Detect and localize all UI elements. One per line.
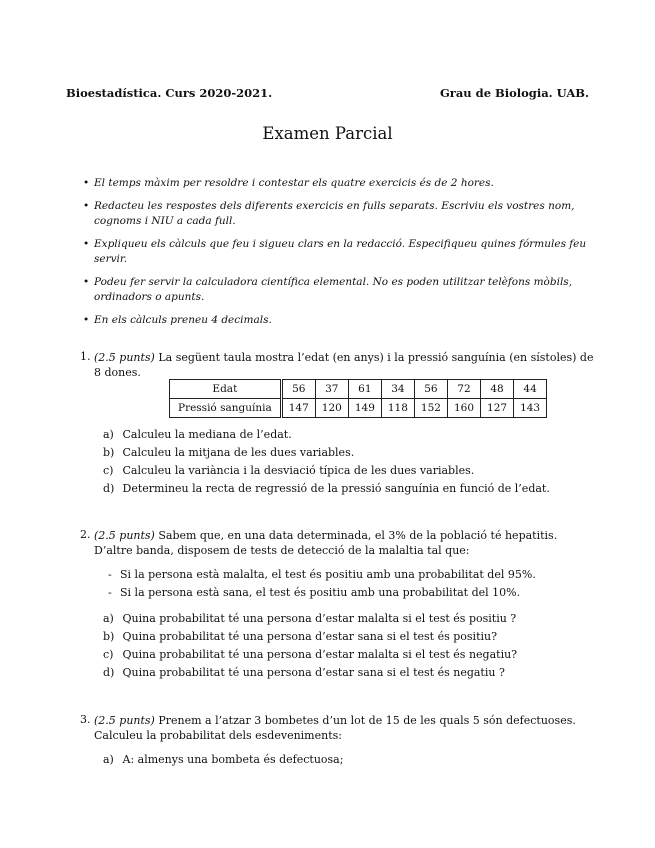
- table-cell: 48: [481, 380, 514, 399]
- question-2-number: 2.: [80, 528, 91, 541]
- question-3-subitems: [103, 752, 593, 770]
- question-3-points: (2.5 punts): [94, 714, 155, 727]
- question-1-subitems: [103, 427, 593, 499]
- list-item: a) Calculeu la mediana de l’edat.: [103, 428, 292, 441]
- row-header-pressure: Pressió sanguínia: [170, 399, 282, 418]
- dash-icon: -: [108, 586, 112, 599]
- table-cell: 147: [281, 399, 315, 418]
- instructions-list: [84, 176, 594, 336]
- list-item: d) Determineu la recta de regressió de la pressió sanguínia en funció de l’edat.: [103, 482, 550, 495]
- table-cell: 34: [381, 380, 414, 399]
- list-item: c) Calculeu la variància i la desviació típica de les dues variables.: [103, 464, 475, 477]
- table-cell: 72: [447, 380, 480, 399]
- table-cell: 37: [315, 380, 348, 399]
- age-pressure-table: [169, 379, 547, 418]
- list-item: a) Quina probabilitat té una persona d’estar malalta si el test és positiu ?: [103, 612, 517, 625]
- instruction-item: • Podeu fer servir la calculadora científica elemental. No es poden utilitzar telèfons mòbils, ordinadors o apunts.: [83, 276, 573, 303]
- question-2-conditions: [108, 567, 588, 603]
- table-cell: 120: [315, 399, 348, 418]
- table-cell: 152: [414, 399, 447, 418]
- instruction-item: • Expliqueu els càlculs que feu i sigueu clars en la redacció. Especifiqueu quines fórmules feu servir.: [83, 238, 587, 265]
- list-item: b) Quina probabilitat té una persona d’estar sana si el test és positiu?: [103, 630, 497, 643]
- row-header-age: Edat: [170, 380, 282, 399]
- list-item: a) A: almenys una bombeta és defectuosa;: [103, 753, 344, 766]
- question-3-text2: Calculeu la probabilitat dels esdeveniments:: [94, 729, 342, 742]
- table-cell: 44: [514, 380, 547, 399]
- instruction-item: • El temps màxim per resoldre i contestar els quatre exercicis és de 2 hores.: [83, 177, 494, 189]
- table-cell: 160: [447, 399, 480, 418]
- instruction-item: • Redacteu les respostes dels diferents exercicis en fulls separats. Escriviu els vostres nom, cognoms i NIU a cada full.: [83, 200, 575, 227]
- question-2-text: (2.5 punts) Sabem que, en una data determinada, el 3% de la població té hepatitis. D’altre banda, disposem de tests de detecció de la malaltia tal que:: [94, 529, 558, 557]
- question-2-points: (2.5 punts): [94, 529, 155, 542]
- list-item: - Si la persona està sana, el test és positiu amb una probabilitat del 10%.: [108, 586, 521, 599]
- question-3-text: (2.5 punts) Prenem a l’atzar 3 bombetes d’un lot de 15 de les quals 5 són defectuoses. Calculeu la probabilitat dels esdeveniments:: [94, 714, 576, 742]
- table-cell: 127: [481, 399, 514, 418]
- bullet-icon: •: [83, 238, 90, 250]
- table-cell: 143: [514, 399, 547, 418]
- list-item: c) Quina probabilitat té una persona d’estar malalta si el test és negatiu?: [103, 648, 518, 661]
- list-item: b) Calculeu la mitjana de les dues variables.: [103, 446, 355, 459]
- page-title: Examen Parcial: [262, 124, 393, 143]
- table-cell: 56: [414, 380, 447, 399]
- table-row: [170, 380, 547, 399]
- bullet-icon: •: [83, 276, 90, 288]
- question-3-number: 3.: [80, 713, 91, 726]
- list-item: - Si la persona està malalta, el test és positiu amb una probabilitat del 95%.: [108, 568, 536, 581]
- dash-icon: -: [108, 568, 112, 581]
- question-1-number: 1.: [80, 350, 91, 363]
- table-cell: 149: [348, 399, 381, 418]
- table-cell: 61: [348, 380, 381, 399]
- table-cell: 118: [381, 399, 414, 418]
- question-1-points: (2.5 punts): [94, 351, 155, 364]
- bullet-icon: •: [83, 314, 90, 326]
- bullet-icon: •: [83, 200, 90, 212]
- table-row: [170, 399, 547, 418]
- list-item: d) Quina probabilitat té una persona d’estar sana si el test és negatiu ?: [103, 666, 505, 679]
- instruction-item: • En els càlculs preneu 4 decimals.: [83, 314, 272, 326]
- header-degree: Grau de Biologia. UAB.: [439, 86, 589, 100]
- question-1-text: (2.5 punts) La següent taula mostra l’edat (en anys) i la pressió sanguínia (en sístoles) de 8 dones.: [94, 351, 594, 379]
- header-course: Bioestadística. Curs 2020-2021.: [66, 86, 273, 100]
- bullet-icon: •: [83, 177, 90, 189]
- table-cell: 56: [281, 380, 315, 399]
- question-2-subitems: [103, 611, 593, 683]
